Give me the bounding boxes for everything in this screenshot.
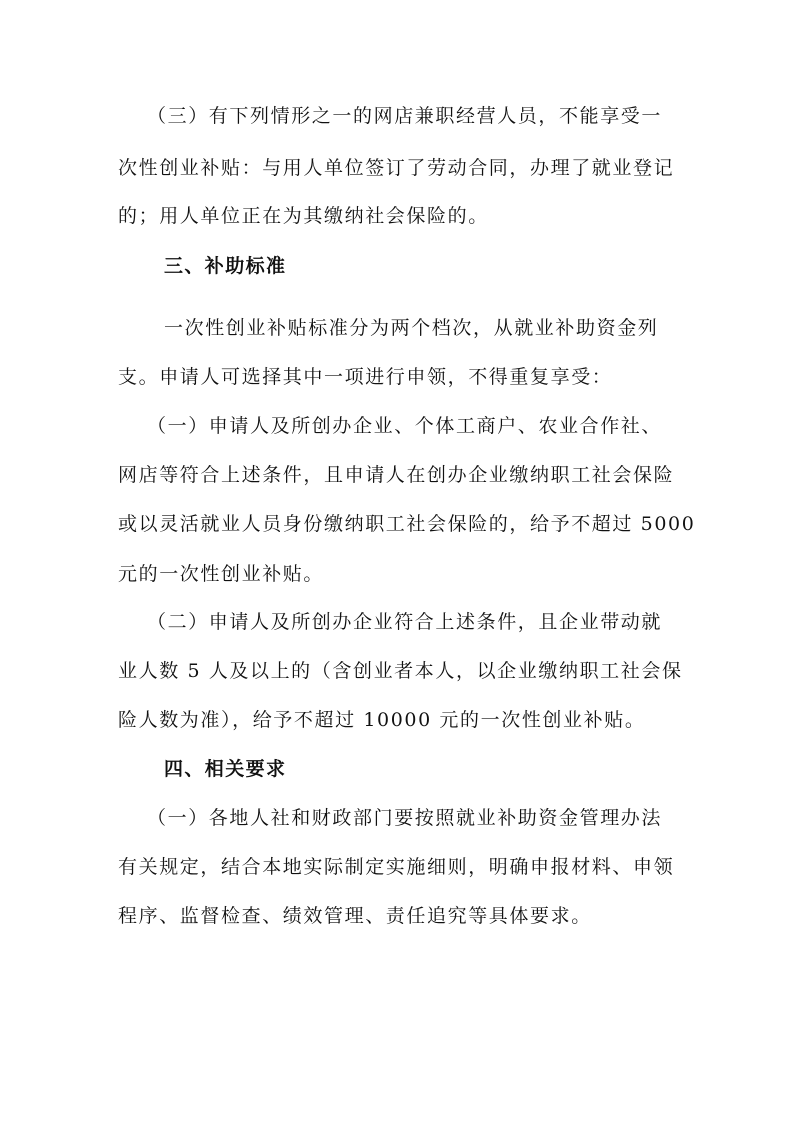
paragraph-line: （一）申请人及所创办企业、个体工商户、农业合作社、 [147,415,663,437]
paragraph-line: 或以灵活就业人员身份缴纳职工社会保险的，给予不超过 5000 [118,513,696,535]
paragraph-line: 有关规定，结合本地实际制定实施细则，明确申报材料、申领 [118,856,675,878]
section-heading: 三、补助标准 [164,255,287,277]
paragraph-line: 险人数为准），给予不超过 10000 元的一次性创业补贴。 [118,709,646,731]
paragraph-line: （二）申请人及所创办企业符合上述条件，且企业带动就 [147,611,663,633]
paragraph-line: （一）各地人社和财政部门要按照就业补助资金管理办法 [147,807,663,829]
section-heading: 四、相关要求 [164,758,287,780]
paragraph-line: 业人数 5 人及以上的（含创业者本人，以企业缴纳职工社会保 [118,660,683,682]
paragraph-line: 支。申请人可选择其中一项进行申领，不得重复享受： [118,366,613,388]
paragraph-line: 的；用人单位正在为其缴纳社会保险的。 [118,205,489,227]
paragraph-line: 次性创业补贴：与用人单位签订了劳动合同，办理了就业登记 [118,157,675,179]
paragraph-line: （三）有下列情形之一的网店兼职经营人员，不能享受一 [147,105,663,127]
paragraph-line: 元的一次性创业补贴。 [118,563,325,585]
paragraph-line: 程序、监督检查、绩效管理、责任追究等具体要求。 [118,905,592,927]
paragraph-line: 网店等符合上述条件，且申请人在创办企业缴纳职工社会保险 [118,464,675,486]
paragraph-line: 一次性创业补贴标准分为两个档次，从就业补助资金列 [164,317,659,339]
